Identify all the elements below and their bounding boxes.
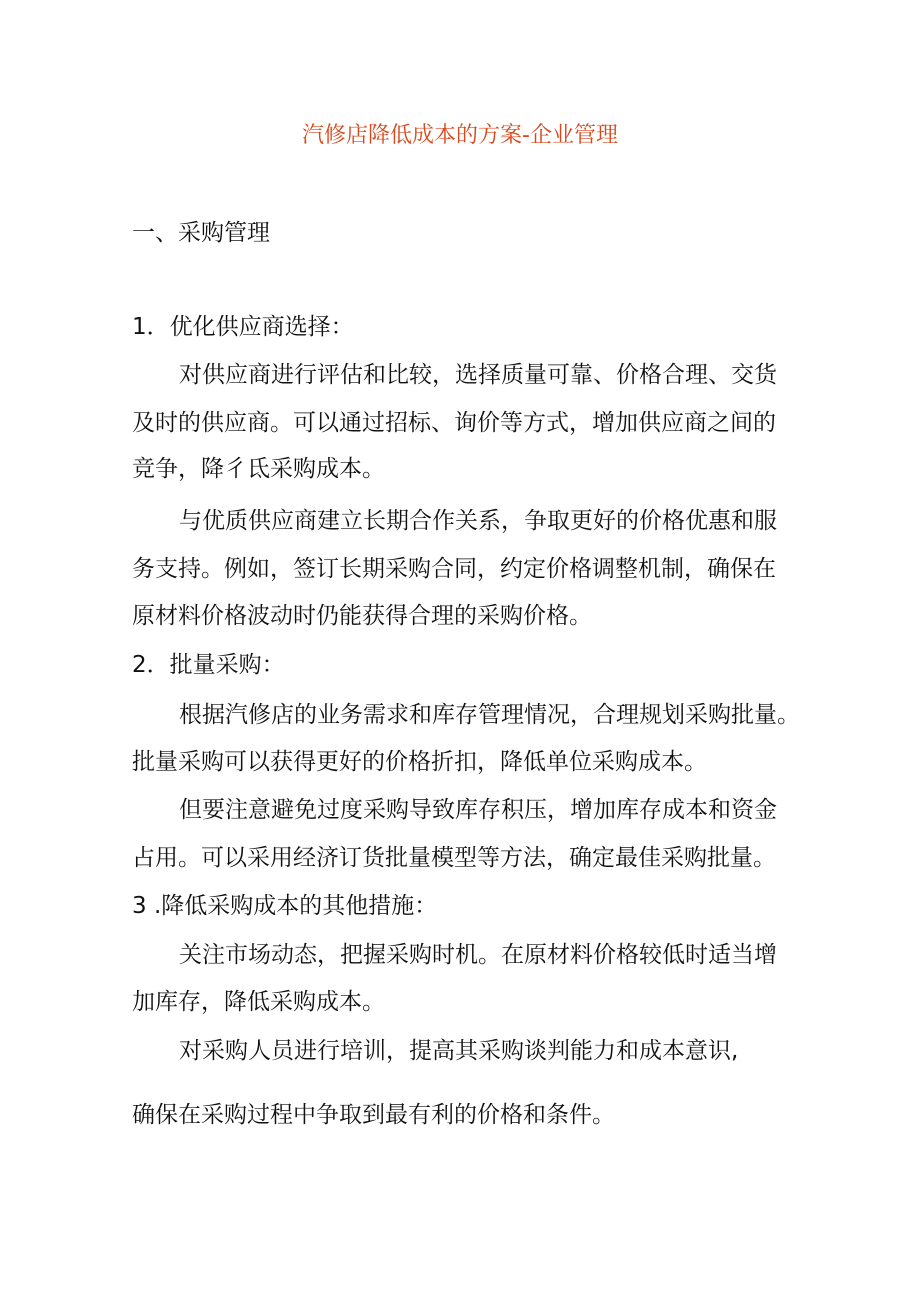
paragraph-line: 关注市场动态，把握采购时机。在原材料价格较低时适当增 <box>179 942 777 968</box>
item-heading-3: 3 .降低采购成本的其他措施： <box>132 893 438 919</box>
paragraph-line: 占用。可以采用经济订货批量模型等方法，确定最佳采购批量。 <box>132 845 776 871</box>
section-heading: 一、采购管理 <box>132 220 270 246</box>
paragraph-line: 对采购人员进行培训，提高其采购谈判能力和成本意识, <box>179 1038 739 1064</box>
paragraph-line: 加库存，降低采购成本。 <box>132 989 385 1015</box>
paragraph-line: 但要注意避免过度采购导致库存积压，增加库存成本和资金 <box>179 797 777 823</box>
paragraph-line: 批量采购可以获得更好的价格折扣，降低单位采购成本。 <box>132 749 707 775</box>
item-heading-1: 1．优化供应商选择： <box>132 314 354 340</box>
paragraph-line: 及时的供应商。可以通过招标、询价等方式，增加供应商之间的 <box>132 410 776 436</box>
paragraph-line: 对供应商进行评估和比较，选择质量可靠、价格合理、交货 <box>179 362 777 388</box>
paragraph-line: 竞争，降彳氐采购成本。 <box>132 456 385 482</box>
paragraph-line: 原材料价格波动时仍能获得合理的采购价格。 <box>132 603 592 629</box>
item-heading-2: 2．批量采购： <box>132 652 285 678</box>
document-title: 汽修店降低成本的方案-企业管理 <box>302 123 618 148</box>
paragraph-line: 务支持。例如，签订长期采购合同，约定价格调整机制，确保在 <box>132 556 776 582</box>
paragraph-line: 确保在采购过程中争取到最有利的价格和条件。 <box>132 1102 615 1128</box>
paragraph-line: 根据汽修店的业务需求和库存管理情况，合理规划采购批量。 <box>179 702 800 728</box>
paragraph-line: 与优质供应商建立长期合作关系，争取更好的价格优惠和服 <box>179 508 777 534</box>
